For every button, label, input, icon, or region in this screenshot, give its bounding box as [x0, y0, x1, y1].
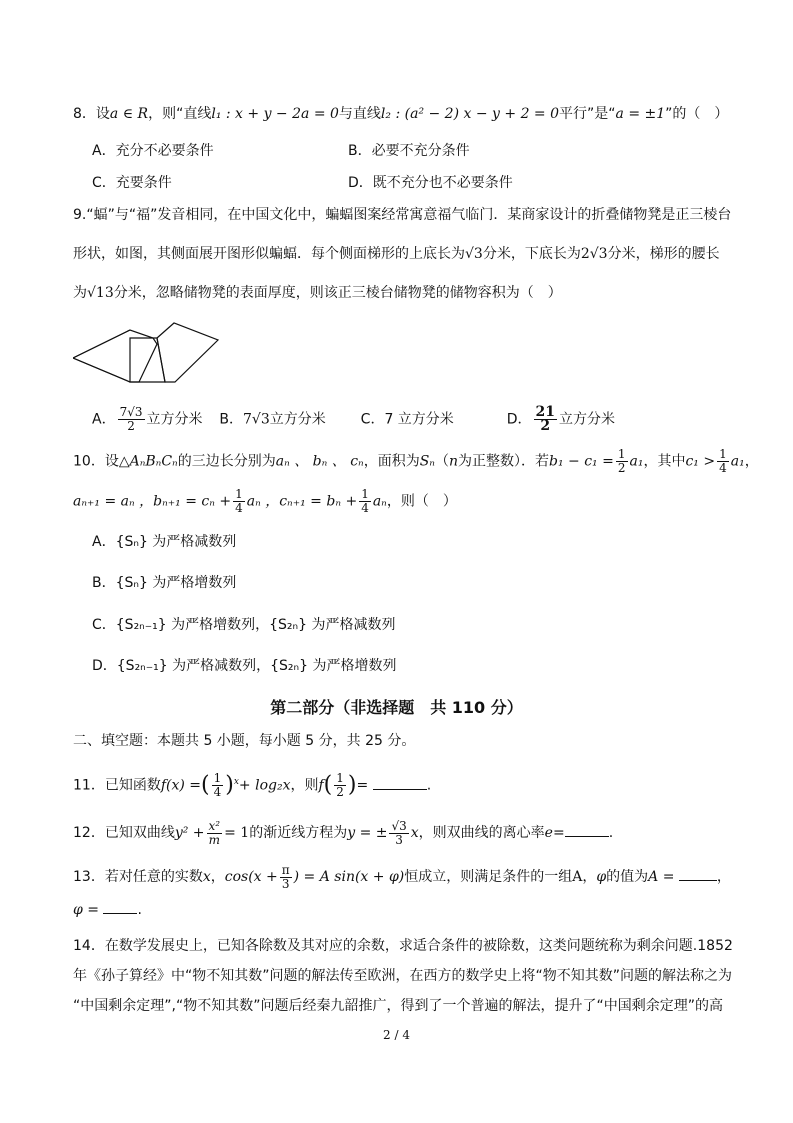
- q10-l1b: 的三边长分别为: [177, 453, 276, 470]
- q12-a: 12．已知双曲线: [73, 825, 175, 841]
- q8-line2-eq: l₂ : (a² − 2) x − y + 2 = 0: [380, 106, 560, 122]
- q12-den: m: [208, 832, 221, 847]
- q10-n: n: [448, 453, 459, 470]
- q8-mid1: ，则“直线: [148, 106, 212, 122]
- q9-opt-b-label: B．: [219, 411, 244, 428]
- q8-mid2: 与直线: [338, 106, 381, 122]
- q9-line2a: 形状，如图，其侧面展开图形似蝙蝠．每个侧面梯形的上底长为: [73, 246, 465, 262]
- q13-A-blank[interactable]: [679, 868, 717, 881]
- q10-quarter3-den: 4: [361, 501, 369, 515]
- q9-opt-c: C．7 立方分米: [360, 411, 454, 428]
- q9-opt-b-val: 7√3: [243, 411, 270, 428]
- q13-end: .: [137, 902, 142, 918]
- q10-quarter: [717, 448, 729, 475]
- q12-three: 3: [395, 832, 403, 847]
- net-right-trapezoid: [157, 323, 218, 382]
- q9-line2: [73, 244, 720, 264]
- q11-f: f(x) =: [160, 777, 202, 794]
- q9-opt-b-unit: 立方分米: [269, 411, 326, 428]
- q9-line2b: 分米，下底长为: [482, 246, 581, 262]
- q10-l1f: ，其中: [643, 453, 686, 470]
- q10-l1e: 为正整数）．若: [458, 453, 550, 470]
- q10-quarter-den: 4: [719, 461, 727, 475]
- q8-option-c: C．充要条件: [92, 175, 172, 191]
- q10-l2e: aₙ: [372, 493, 387, 510]
- page-number: 2 / 4: [383, 1028, 410, 1042]
- q9-opt-d-unit: 立方分米: [558, 411, 615, 428]
- q10-quarter3-num: 1: [361, 487, 369, 501]
- q13-phi-blank[interactable]: [103, 901, 137, 914]
- q11-half-den: 2: [336, 785, 344, 800]
- q10-l2f: ，则（ ）: [386, 493, 457, 510]
- q13-frac: [280, 864, 292, 891]
- q10-option-d: D．{S₂ₙ₋₁} 为严格减数列，{S₂ₙ} 为严格增数列: [92, 658, 397, 674]
- q9-opt-a-den: 2: [127, 419, 135, 433]
- q10-l2d: cₙ₊₁ = bₙ +: [279, 493, 358, 510]
- q9-line3: [73, 283, 562, 303]
- q10-cond2: c₁ >: [685, 453, 716, 470]
- q12-y: y = ±: [347, 825, 388, 841]
- q13-phi: φ: [596, 869, 607, 885]
- q8-stem: [73, 104, 728, 124]
- q13-A: A: [572, 869, 583, 885]
- q14-line3: “中国剩余定理”,“物不知其数”问题后经秦九韶推广，得到了一个普遍的解法，提升了“中国剩余定理”的高: [73, 998, 723, 1014]
- q12-c: ，则双曲线的离心率: [418, 825, 545, 841]
- q11-eq: =: [356, 777, 369, 794]
- q10-quarter-2: [233, 488, 245, 515]
- q10-half-den: 2: [617, 461, 626, 475]
- q12-x: x: [410, 825, 419, 841]
- q14-line2: 年《孙子算经》中“物不知其数”问题的解法传至欧洲，在西方的数学史上将“物不知其数”问题的解法称之为: [73, 968, 733, 984]
- bat-net-figure: [73, 320, 223, 388]
- q11-c: ，则: [290, 777, 319, 794]
- q9-line2c: 分米，梯形的腰长: [607, 246, 720, 262]
- q12-b: 的渐近线方程为: [249, 825, 348, 841]
- q13-pi: π: [281, 862, 290, 877]
- q10-l2c: aₙ ，: [246, 493, 280, 510]
- q10-cond1: b₁ − c₁ =: [549, 453, 614, 470]
- section-heading: 二、填空题：本题共 5 小题，每小题 5 分，共 25 分。: [73, 733, 416, 749]
- q10-l1a: 10．设: [73, 453, 119, 470]
- q10-l2b: bₙ₊₁ = cₙ +: [153, 493, 232, 510]
- q9-sqrt13: √13: [87, 285, 114, 301]
- q12-s3: √3: [391, 818, 407, 833]
- q9-sqrt3: √3: [465, 246, 483, 262]
- q13-f: ，: [716, 869, 731, 885]
- q12-frac2: [389, 820, 408, 847]
- q9-options: [92, 406, 615, 433]
- q12-end: .: [608, 825, 614, 841]
- q10-l2a: aₙ₊₁ = aₙ ，: [73, 493, 154, 510]
- q11-num: 1: [213, 771, 222, 786]
- q13-c: 恒成立，则满足条件的一组: [404, 869, 573, 885]
- q11: 11．已知函数f(x) =( $\frac{1}{4}$ )$^x$+ log₂x，则f( $\frac{1}{2}$ )= .: [73, 771, 432, 800]
- q11-half-num: 1: [336, 771, 344, 786]
- q9-line3b: 分米，忽略储物凳的表面厚度，则该正三棱台储物凳的储物容积为（ ）: [113, 285, 562, 301]
- q11-a: 11．已知函数: [73, 777, 161, 794]
- q8-option-b: B．必要不充分条件: [348, 143, 470, 159]
- q11-den: 4: [213, 785, 222, 800]
- q10-quarter2-den: 4: [235, 501, 243, 515]
- net-outline: [73, 330, 130, 382]
- q10-l1d: （: [434, 453, 449, 470]
- q13-Aeq: A =: [648, 869, 675, 885]
- q8-option-d: D．既不充分也不必要条件: [348, 175, 513, 191]
- q9-opt-d-frac: [534, 406, 557, 433]
- q13-cos: cos(x +: [224, 869, 278, 885]
- q13-b: ，: [210, 869, 225, 885]
- q9-opt-a-frac: [118, 406, 145, 433]
- q8-line1-eq: l₁ : x + y − 2a = 0: [211, 106, 339, 122]
- q13-d: ，: [582, 869, 597, 885]
- q13-phieq: φ =: [73, 902, 99, 918]
- q10-area: Sₙ: [419, 453, 435, 470]
- q10-quarter-num: 1: [719, 447, 727, 461]
- q12-num: x²: [208, 818, 221, 833]
- q10-half-num: 1: [617, 447, 626, 461]
- q11-f2: f: [318, 777, 324, 794]
- q10-line1: 10．设△AₙBₙCₙ的三边长分别为aₙ 、 bₙ 、 cₙ，面积为Sₙ（n为正整数）．若b₁ − c₁ = $\frac{1}{2}$ a₁，其中c₁ > $\frac{1}{4}$ a₁，: [73, 447, 759, 475]
- q10-l1c: ，面积为: [363, 453, 420, 470]
- q8-prefix: 8．设: [73, 106, 110, 122]
- q10-line2: [73, 488, 457, 515]
- q10-option-b: B．{Sₙ} 为严格增数列: [92, 575, 237, 591]
- q9-opt-d-num: 21: [535, 404, 555, 420]
- q10-half: [616, 448, 628, 475]
- q8-option-a: A．充分不必要条件: [92, 143, 214, 159]
- q10-triangle: △AₙBₙCₙ: [118, 453, 178, 470]
- q11-answer-blank[interactable]: [373, 777, 427, 790]
- q9-opt-a-unit: 立方分米: [146, 411, 203, 428]
- q9-opt-a-num: 7√3: [119, 405, 143, 419]
- q12: [73, 816, 613, 850]
- q10-option-c: C．{S₂ₙ₋₁} 为严格增数列，{S₂ₙ} 为严格减数列: [92, 617, 396, 633]
- q10-a1-b: a₁: [730, 453, 745, 470]
- q8-mid3: 平行”是“: [559, 106, 616, 122]
- q14-line1: 14．在数学发展史上，已知各除数及其对应的余数，求适合条件的被除数，这类问题统称为剩余问题.1852: [73, 938, 733, 954]
- q11-exp: x: [233, 777, 239, 787]
- q9-two-sqrt3: 2√3: [580, 246, 608, 262]
- q9-line1: 9.“蝠”与“福”发音相同，在中国文化中，蝙蝠图案经常寓意福气临门．某商家设计的折叠储物凳是正三棱台: [73, 207, 732, 223]
- q13-e: 的值为: [606, 869, 649, 885]
- q12-frac: [207, 820, 223, 847]
- q8-cond2: a = ±1: [615, 106, 666, 122]
- q13-line2: [73, 900, 142, 920]
- q10-quarter2-num: 1: [235, 487, 243, 501]
- part2-title: 第二部分（非选择题 共 110 分）: [270, 698, 523, 717]
- q11-half: [334, 772, 346, 799]
- q11-b: + log₂x: [238, 777, 291, 794]
- q8-end: ”的（ ）: [665, 106, 729, 122]
- q8-cond: a ∈ R: [109, 106, 149, 122]
- q12-eq1: = 1: [224, 825, 250, 841]
- q13-a: 13．若对任意的实数: [73, 869, 203, 885]
- q13-line1: [73, 862, 731, 892]
- q13-eq: ) = A sin(x + φ): [293, 869, 405, 885]
- net-center-trapezoid: [130, 338, 165, 382]
- q11-frac: [212, 772, 224, 799]
- q12-answer-blank[interactable]: [565, 824, 609, 837]
- q13-three: 3: [281, 876, 290, 891]
- q9-opt-d-den: 2: [540, 418, 551, 434]
- q10-sides: aₙ 、 bₙ 、 cₙ: [275, 453, 364, 470]
- q9-opt-a-label: A．: [92, 411, 116, 428]
- q12-e: e=: [544, 825, 565, 841]
- q10-quarter-3: [359, 488, 371, 515]
- q13-x: x: [202, 869, 211, 885]
- q12-y2: y² +: [174, 825, 205, 841]
- q9-line3a: 为: [73, 285, 87, 301]
- q10-option-a: A．{Sₙ} 为严格减数列: [92, 534, 237, 550]
- q11-end: .: [426, 777, 432, 794]
- q9-opt-d-label: D．: [506, 411, 532, 428]
- q10-a1: a₁: [629, 453, 644, 470]
